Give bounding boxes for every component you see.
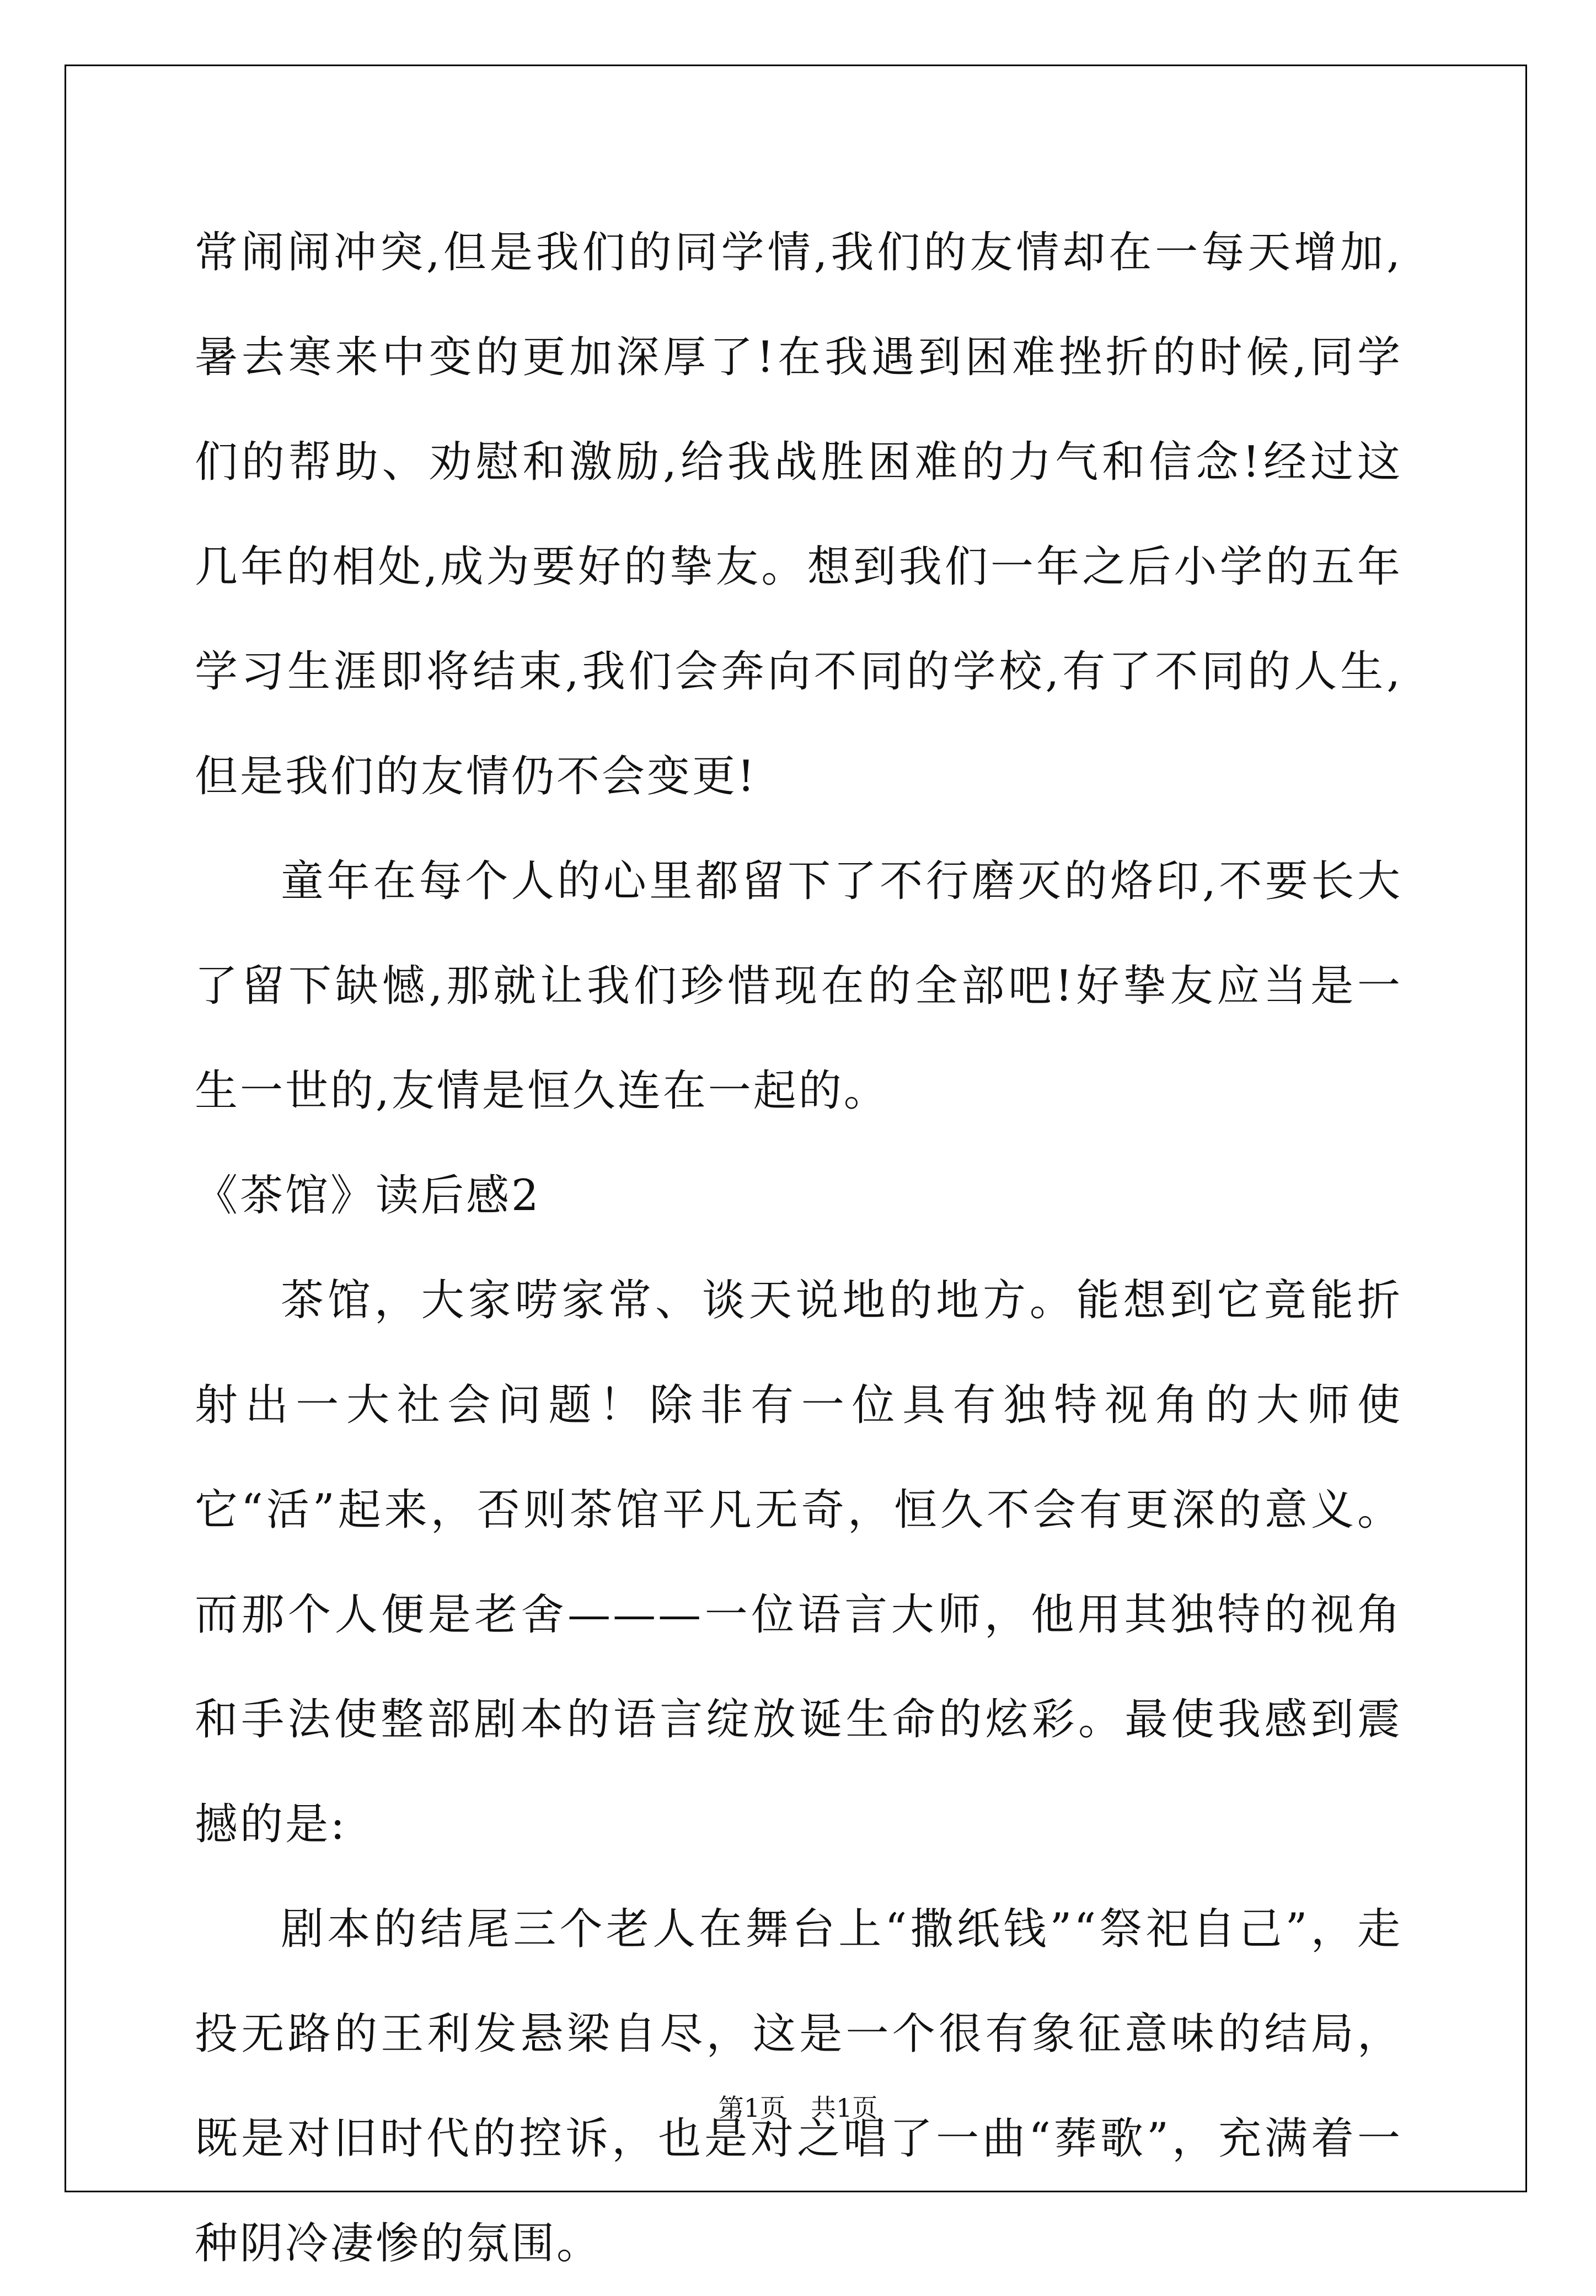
paragraph-teahouse-1: 茶馆，大家唠家常、谈天说地的地方。能想到它竟能折射出一大社会问题！除非有一位具有独特视角的大师使它“活”起来，否则茶馆平凡无奇，恒久不会有更深的意义。而那个人便是老舍———一位语言大师，他用其独特的视角和手法使整部剧本的语言绽放诞生命的炫彩。最使我感到震撼的是: [195, 1276, 1402, 1849]
document-body [195, 200, 1402, 2296]
paragraph-friendship-1: 常闹闹冲突,但是我们的同学情,我们的友情却在一每天增加,暑去寒来中变的更加深厚了!在我遇到困难挫折的时候,同学们的帮助、劝慰和激励,给我战胜困难的力气和信念!经过这几年的相处,成为要好的挚友。想到我们一年之后小学的五年学习生涯即将结束,我们会奔向不同的学校,有了不同的人生,但是我们的友情仍不会变更! [195, 228, 1402, 801]
section-heading: 《茶馆》读后感2 [195, 1171, 541, 1221]
paragraph-friendship-2: 童年在每个人的心里都留下了不行磨灭的烙印,不要长大了留下缺憾,那就让我们珍惜现在的全部吧!好挚友应当是一生一世的,友情是恒久连在一起的。 [195, 857, 1402, 1116]
paragraph-teahouse-2: 剧本的结尾三个老人在舞台上“撒纸钱”“祭祀自己”，走投无路的王利发悬梁自尽，这是一个很有象征意味的结局，既是对旧时代的控诉，也是对之唱了一曲“葬歌”，充满着一种阴冷凄惨的氛围。 [195, 1904, 1402, 2268]
page-footer: 第1页 共1页 [718, 2093, 878, 2123]
